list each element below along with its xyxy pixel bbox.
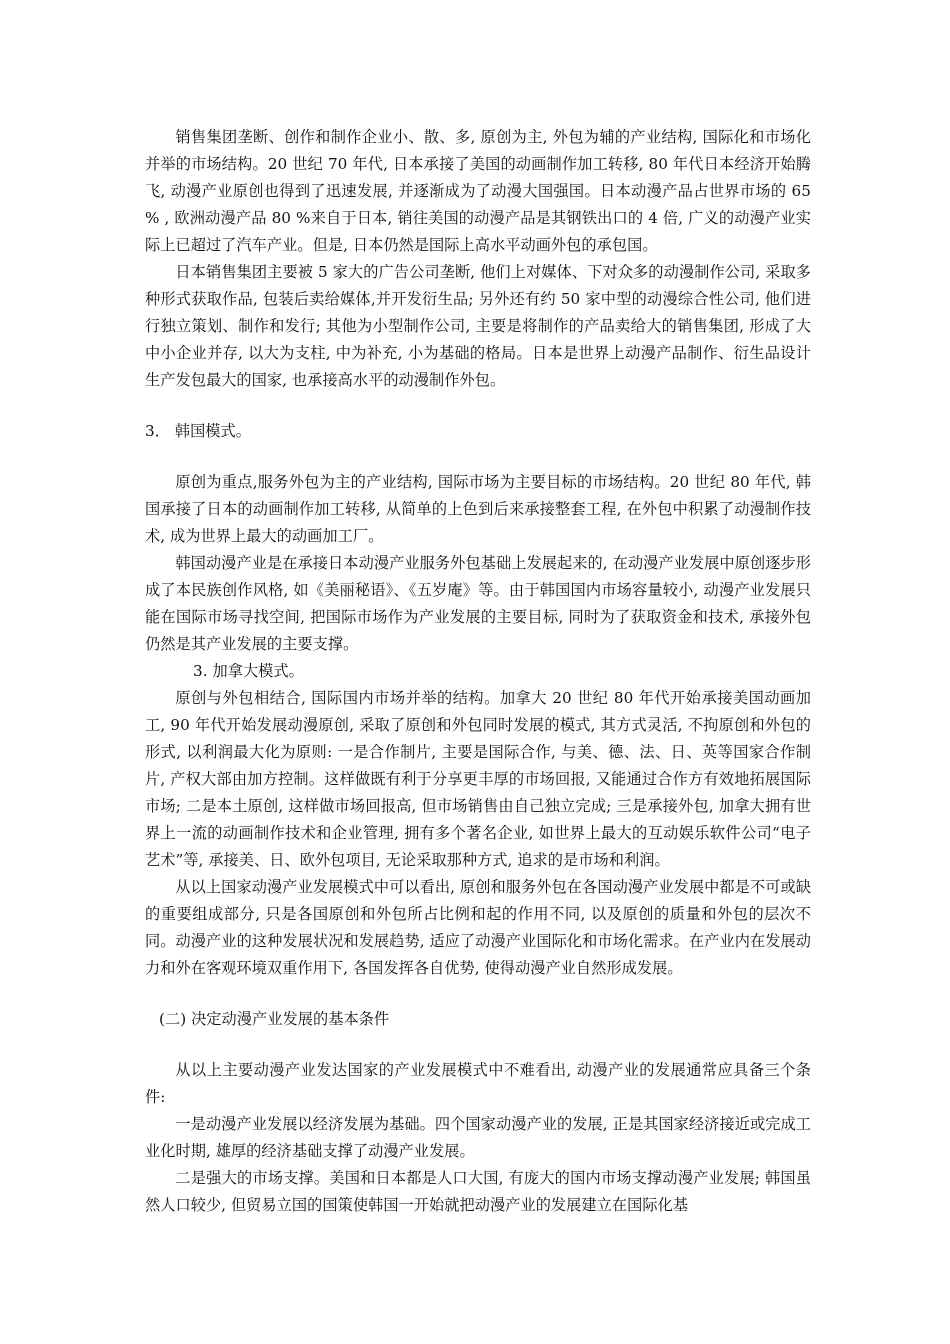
paragraph-condition-economy: 一是动漫产业发展以经济发展为基础。四个国家动漫产业的发展, 正是其国家经济接近或完成工业化时期, 雄厚的经济基础支撑了动漫产业发展。 <box>145 1115 811 1160</box>
paragraph-korea-structure: 原创为重点,服务外包为主的产业结构, 国际市场为主要目标的市场结构。20 世纪 80 年代, 韩国承接了日本的动画制作加工转移, 从简单的上色到后来承接整套工程, 在外包中积累了动漫制作技术, 成为世界上最大的动画加工厂。 <box>145 473 811 545</box>
paragraph-summary: 从以上国家动漫产业发展模式中可以看出, 原创和服务外包在各国动漫产业发展中都是不可或缺的重要组成部分, 只是各国原创和外包所占比例和起的作用不同, 以及原创的质量和外包的层次不同。动漫产业的这种发展状况和发展趋势, 适应了动漫产业国际化和市场化需求。在产业内在发展动力和外在客观环境双重作用下, 各国发挥各自优势, 使得动漫产业自然形成发展。 <box>145 878 811 977</box>
paragraph-canada-structure: 原创与外包相结合, 国际国内市场并举的结构。加拿大 20 世纪 80 年代开始承接美国动画加工, 90 年代开始发展动漫原创, 采取了原创和外包同时发展的模式, 其方式灵活, 不拘原创和外包的形式, 以利润最大化为原则: 一是合作制片, 主要是国际合作, 与美、德、法、日、英等国家合作制片, 产权大部由加方控制。这样做既有利于分享更丰厚的市场回报, 又能通过合作方有效地拓展国际市场; 二是本土原创, 这样做市场回报高, 但市场销售由自己独立完成; 三是承接外包, 加拿大拥有世界上一流的动画制作技术和企业管理, 拥有多个著名企业, 如世界上最大的互动娱乐软件公司“电子艺术”等, 承接美、日、欧外包项目, 无论采取那种方式, 追求的是市场和利润。 <box>145 689 811 869</box>
document-body <box>145 124 811 1219</box>
heading-korea-model: 3． 韩国模式。 <box>145 422 252 440</box>
paragraph-japan-structure: 销售集团垄断、创作和制作企业小、散、多, 原创为主, 外包为辅的产业结构, 国际化和市场化并举的市场结构。20 世纪 70 年代, 日本承接了美国的动画制作加工转移, 80 年代日本经济开始腾飞, 动漫产业原创也得到了迅速发展, 并逐渐成为了动漫大国强国。日本动漫产品占世界市场的 65 % , 欧洲动漫产品 80 %来自于日本, 销往美国的动漫产品是其钢铁出口的 4 倍, 广义的动漫产业实际上已超过了汽车产业。但是, 日本仍然是国际上高水平动画外包的承包国。 <box>145 128 811 254</box>
heading-canada-model: 3. 加拿大模式。 <box>193 662 304 680</box>
paragraph-korea-development: 韩国动漫产业是在承接日本动漫产业服务外包基础上发展起来的, 在动漫产业发展中原创逐步形成了本民族创作风格, 如《美丽秘语》、《五岁庵》等。由于韩国国内市场容量较小, 动漫产业发展只能在国际市场寻找空间, 把国际市场作为产业发展的主要目标, 同时为了获取资金和技术, 承接外包仍然是其产业发展的主要支撑。 <box>145 554 811 653</box>
section-heading-basic-conditions: (二) 决定动漫产业发展的基本条件 <box>159 1010 390 1028</box>
paragraph-condition-market: 二是强大的市场支撑。美国和日本都是人口大国, 有庞大的国内市场支撑动漫产业发展; 韩国虽然人口较少, 但贸易立国的国策使韩国一开始就把动漫产业的发展建立在国际化基 <box>145 1169 811 1214</box>
paragraph-conditions-intro: 从以上主要动漫产业发达国家的产业发展模式中不难看出, 动漫产业的发展通常应具备三个条件: <box>145 1061 811 1106</box>
paragraph-japan-sales-groups: 日本销售集团主要被 5 家大的广告公司垄断, 他们上对媒体、下对众多的动漫制作公司, 采取多种形式获取作品, 包装后卖给媒体,并开发衍生品; 另外还有约 50 家中型的动漫综合性公司, 他们进行独立策划、制作和发行; 其他为小型制作公司, 主要是将制作的产品卖给大的销售集团, 形成了大中小企业并存, 以大为支柱, 中为补充, 小为基础的格局。日本是世界上动漫产品制作、衍生品设计生产发包最大的国家, 也承接高水平的动漫制作外包。 <box>145 263 811 389</box>
